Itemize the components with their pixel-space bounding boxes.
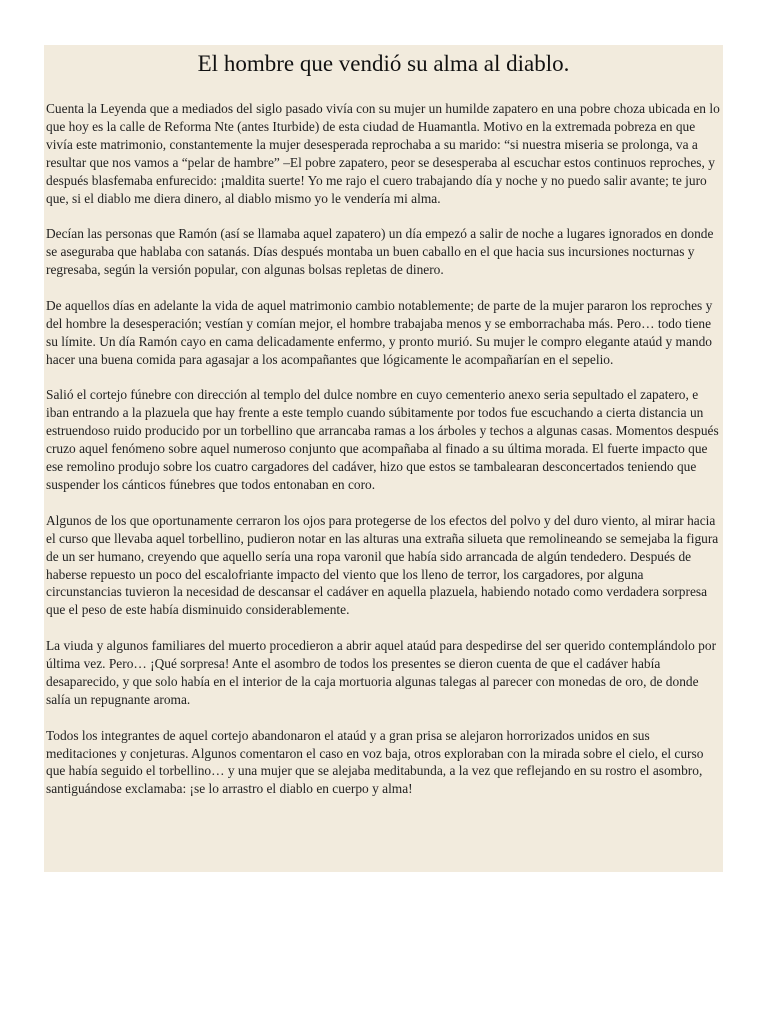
paragraph-3: De aquellos días en adelante la vida de aquel matrimonio cambio notablemente; de parte de la mujer pararon los reproches y del hombre la desesperación; vestían y comían mejor, el hombre trabajaba menos y se emborrachaba más. Pero… todo tiene su límite. Un día Ramón cayo en cama delicadamente enfermo, y pronto murió. Su mujer le compro elegante ataúd y mando hacer una buena comida para agasajar a los acompañantes que lógicamente le acompañarían en el sepelio. xyxy=(46,297,713,367)
paragraph-6: La viuda y algunos familiares del muerto procedieron a abrir aquel ataúd para despedirse del ser querido contemplándolo por última vez. Pero… ¡Qué sorpresa! Ante el asombro de todos los presentes se dieron cuenta de que el cadáver había desaparecido, y que solo había en el interior de la caja mortuoria algunas talegas al parecer con monedas de oro, de donde salía un repugnante aroma. xyxy=(46,638,717,707)
paragraph-5: Algunos de los que oportunamente cerraron los ojos para protegerse de los efectos del polvo y del duro viento, al mirar hacia el curso que llevaba aquel torbellino, pudieron notar en las alturas una extraña silueta que remolineando se semejaba la figura de un ser humano, creyendo que aquello sería una ropa varonil que había sido arrancada de algún tendedero. Después de haberse repuesto un poco del escalofriante impacto del viento que los lleno de terror, los cargadores, por alguna circunstancias tuvieron la necesidad de descansar el cadáver en aquella plazuela, habiendo notado como verdadera sorpresa que el peso de este había disminuido considerablemente. xyxy=(46,512,719,618)
paragraph-7: Todos los integrantes de aquel cortejo abandonaron el ataúd y a gran prisa se alejaron horrorizados unidos en sus meditaciones y conjeturas. Algunos comentaron el caso en voz baja, otros exploraban con la mirada sobre el cielo, el curso que había seguido el torbellino… y una mujer que se alejaba meditabunda, a la vez que reflejando en su rostro el asombro, santiguándose exclamaba: ¡se lo arrastro el diablo en cuerpo y alma! xyxy=(46,727,704,797)
paragraph-1: Cuenta la Leyenda que a mediados del siglo pasado vivía con su mujer un humilde zapatero en una pobre choza ubicada en lo que hoy es la calle de Reforma Nte (antes Iturbide) de esta ciudad de Huamantla. Motivo en la extremada pobreza en que vivía este matrimonio, constantemente la mujer desesperada reprochaba a su marido: “si nuestra miseria se prolonga, va a resultar que nos vamos a “pelar de hambre” –El pobre zapatero, peor se desesperaba al escuchar estos continuos reproches, y después blasfemaba enfurecido: ¡maldita suerte! Yo me rajo el cuero trabajando día y noche y no puedo salir avante; te juro que, si el diablo me diera dinero, al diablo mismo yo le vendería mi alma. xyxy=(46,101,720,206)
paragraph-2: Decían las personas que Ramón (así se llamaba aquel zapatero) un día empezó a salir de noche a lugares ignorados en donde se aseguraba que hablaba con satanás. Días después montaba un buen caballo en el que hacia sus incursiones nocturnas y regresaba, según la versión popular, con algunas bolsas repletas de dinero. xyxy=(46,226,714,278)
paragraph-4: Salió el cortejo fúnebre con dirección al templo del dulce nombre en cuyo cementerio anexo seria sepultado el zapatero, e iban entrando a la plazuela que hay frente a este templo cuando súbitamente por todos fue escuchando a cierta distancia un estruendoso ruido producido por un torbellino que arrancaba ramas a los árboles y techos a algunas casas. Momentos después cruzo aquel fenómeno sobre aquel numeroso conjunto que acompañaba al finado a su última morada. El fuerte impacto que ese remolino produjo sobre los cuatro cargadores del cadáver, hizo que estos se tambalearan desconcertados teniendo que suspender los cánticos fúnebres que todos entonaban en coro. xyxy=(46,387,719,492)
document-title: El hombre que vendió su alma al diablo. xyxy=(197,51,570,76)
document-page xyxy=(44,45,723,872)
